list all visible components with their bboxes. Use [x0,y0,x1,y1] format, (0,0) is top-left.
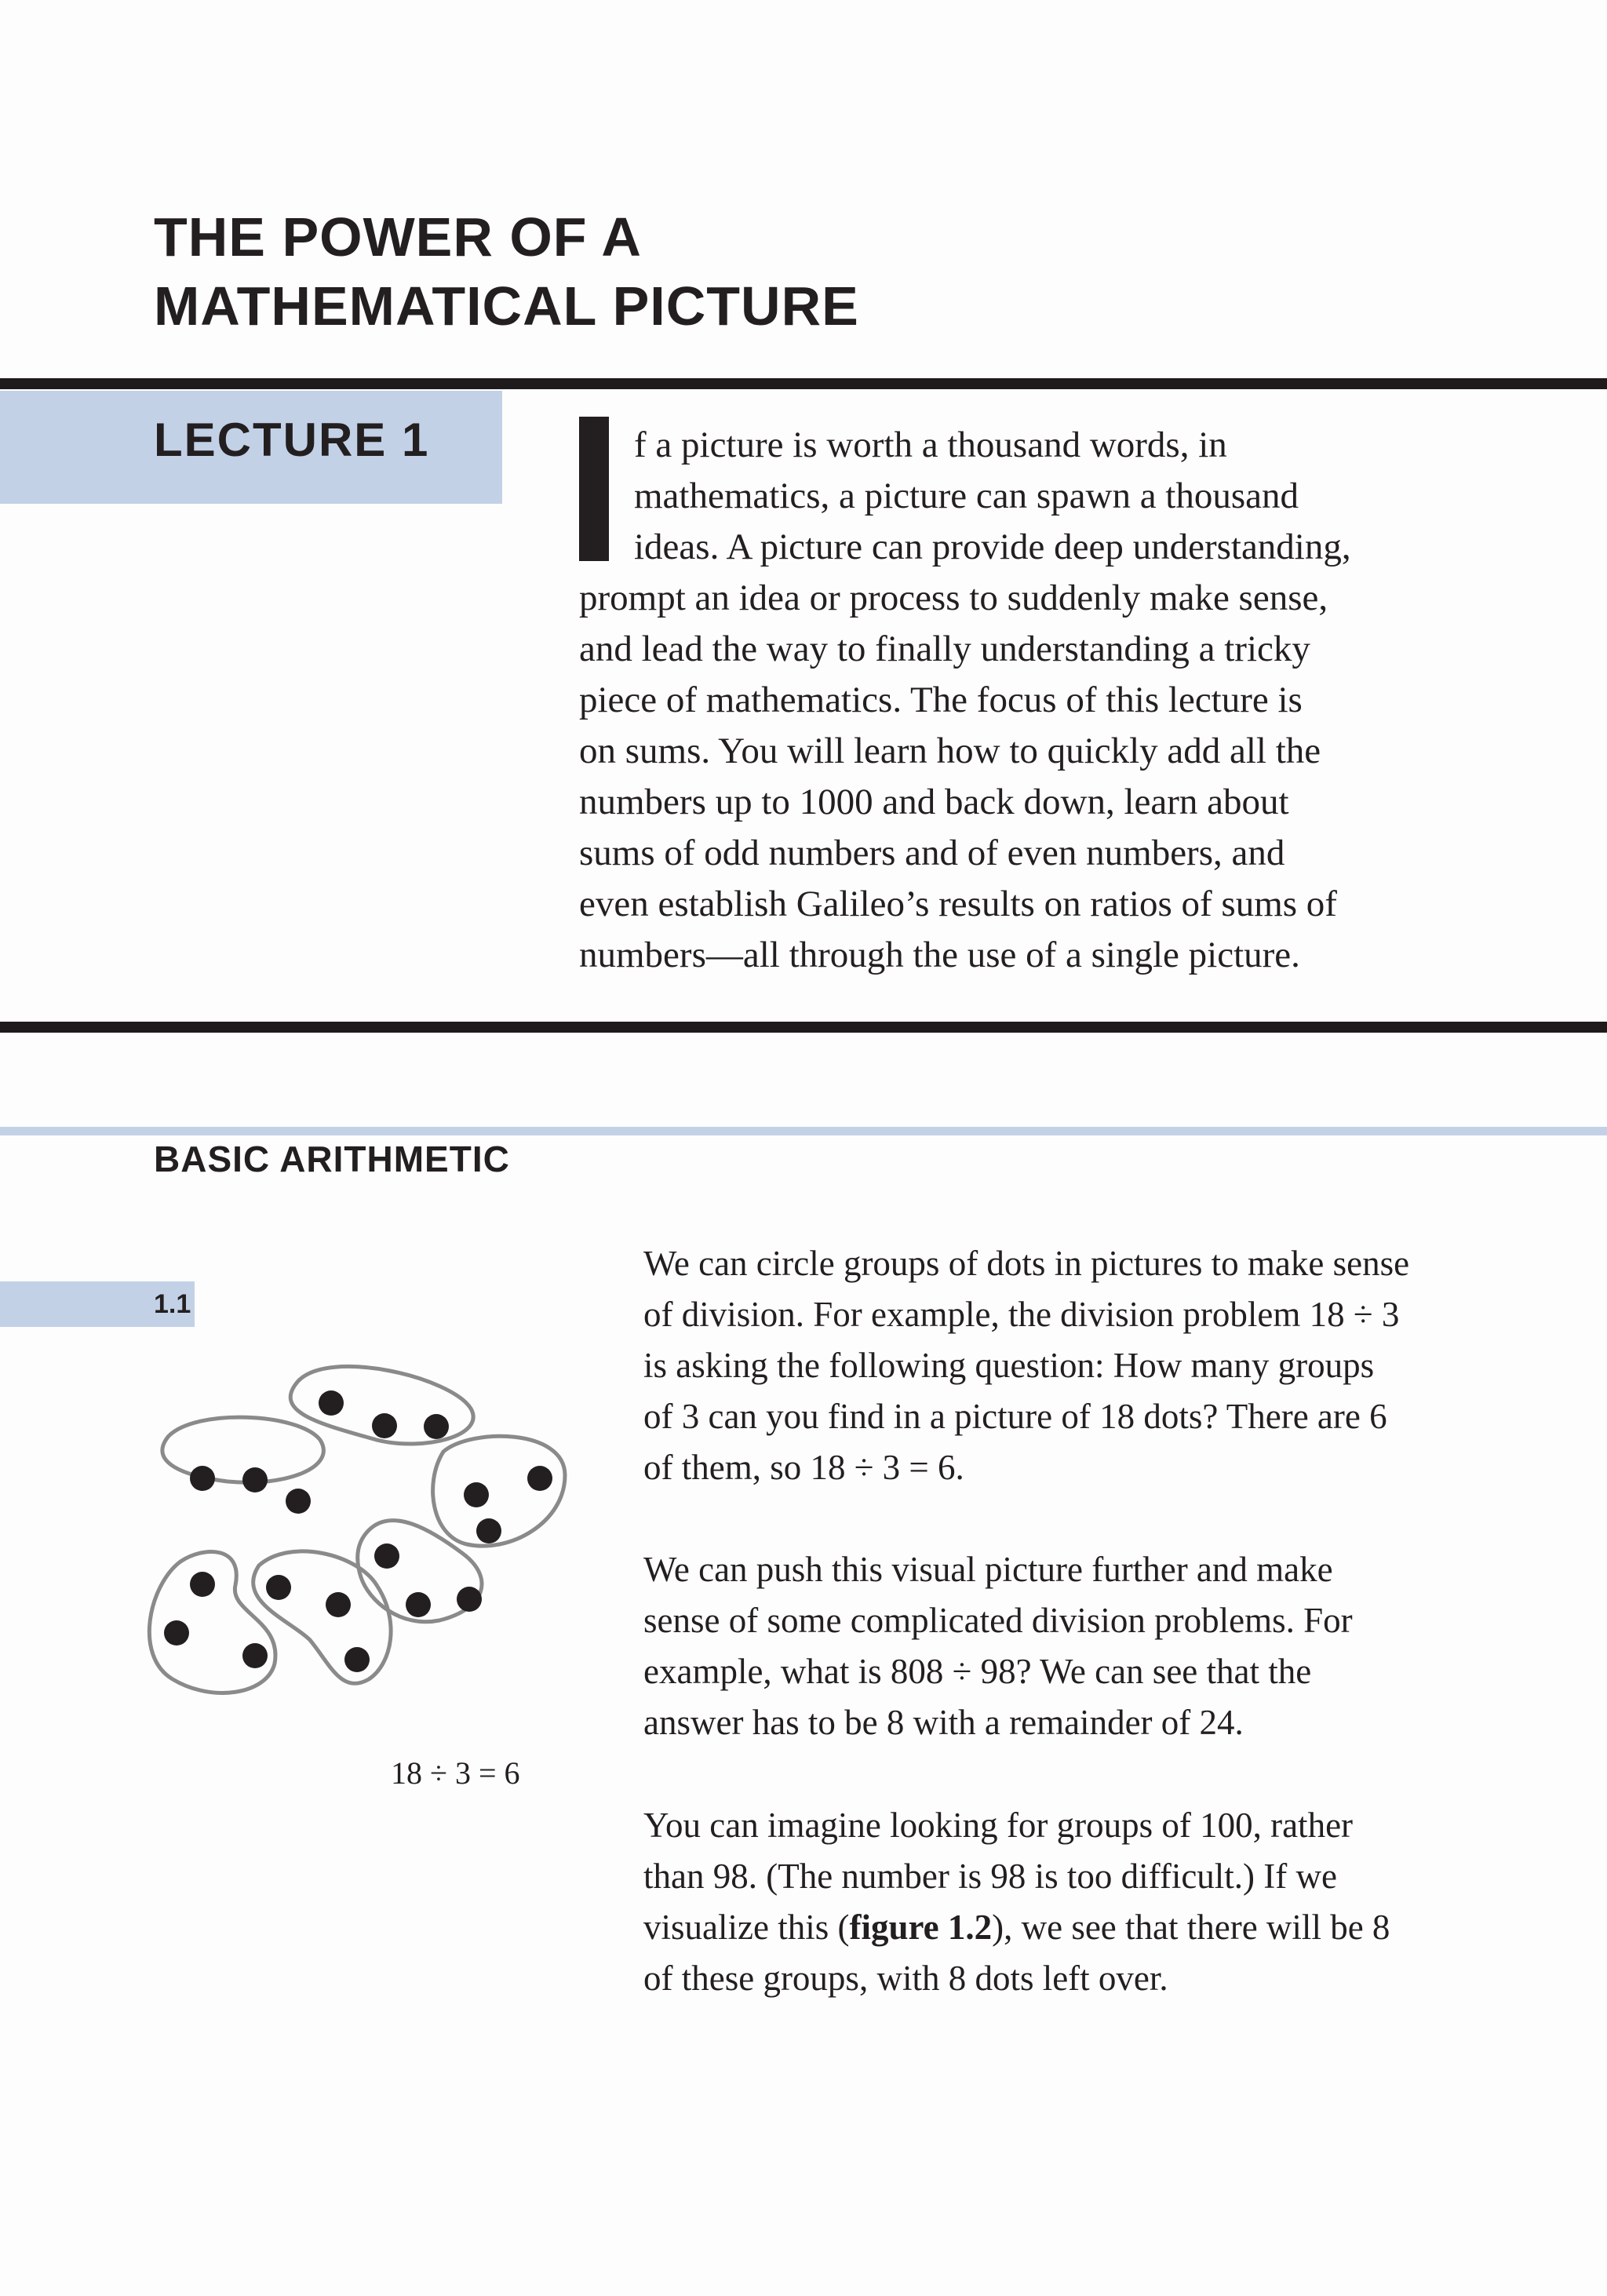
division-dots-figure [141,1350,581,1726]
dot [457,1587,482,1612]
intro-line: prompt an idea or process to suddenly make sense, [579,578,1328,618]
intro-line: numbers up to 1000 and back down, learn about [579,782,1289,822]
dot-group-outline [162,1417,323,1482]
dot [344,1647,370,1672]
figure-label-tab [0,1281,195,1327]
text-run: ), we see that there will be 8 [992,1908,1390,1947]
paragraph-line: of them, so 18 ÷ 3 = 6. [643,1448,964,1487]
paragraph-line [643,1902,1507,1953]
chapter-title [154,202,859,341]
section-divider [0,1127,1607,1135]
intro-line: numbers—all through the use of a single picture. [579,935,1300,975]
paragraph-line: of division. For example, the division problem 18 ÷ 3 [643,1295,1400,1334]
paragraph-line: of these groups, with 8 dots left over. [643,1959,1168,1998]
paragraph-line: answer has to be 8 with a remainder of 24. [643,1703,1244,1742]
intro-line: f a picture is worth a thousand words, in [634,425,1227,465]
lecture-label-box [0,391,502,504]
intro-line: even establish Galileo’s results on ratios of sums of [579,884,1337,924]
paragraph-line: example, what is 808 ÷ 98? We can see that the [643,1652,1312,1691]
dot [164,1620,189,1645]
body-paragraph [643,1238,1507,1493]
intro-bottom-divider [0,1022,1607,1033]
figure-reference: figure 1.2 [849,1908,993,1947]
dot [527,1466,552,1491]
dot [476,1518,501,1543]
body-paragraph [643,1544,1507,1748]
dot [190,1466,215,1491]
dot [319,1390,344,1416]
top-divider [0,378,1607,389]
chapter-title-line-1: THE POWER OF A [154,206,642,268]
body-paragraph [643,1800,1507,2004]
paragraph-line: than 98. (The number is 98 is too difficult.) If we [643,1857,1337,1896]
paragraph-line: of 3 can you find in a picture of 18 dots? There are 6 [643,1397,1387,1436]
intro-line: mathematics, a picture can spawn a thousand [634,476,1299,516]
intro-line: sums of odd numbers and of even numbers, and [579,833,1285,873]
paragraph-line: We can push this visual picture further and make [643,1550,1333,1589]
intro-line: and lead the way to finally understanding a tricky [579,629,1310,669]
dot [374,1543,399,1569]
paragraph-line: We can circle groups of dots in pictures to make sense [643,1244,1410,1283]
intro-line: on sums. You will learn how to quickly add all the [579,731,1321,771]
section-heading: BASIC ARITHMETIC [154,1139,510,1179]
intro-line: piece of mathematics. The focus of this lecture is [579,680,1303,720]
dot [190,1572,215,1597]
dot [372,1413,397,1438]
dot [326,1592,351,1617]
figure-caption: 18 ÷ 3 = 6 [391,1755,520,1791]
dot [464,1482,489,1507]
dot [266,1575,291,1600]
paragraph-line: You can imagine looking for groups of 100, rather [643,1806,1354,1845]
text-run: visualize this ( [643,1908,850,1947]
dot [286,1489,311,1514]
dot [242,1467,268,1492]
paragraph-line: is asking the following question: How many groups [643,1346,1375,1385]
paragraph-line: sense of some complicated division problems. For [643,1601,1353,1640]
lecture-label: LECTURE 1 [154,414,430,466]
dot [242,1643,268,1668]
intro-paragraph [579,420,1466,981]
figure-label: 1.1 [154,1289,191,1319]
dot [424,1414,449,1439]
intro-line: ideas. A picture can provide deep understanding, [634,527,1351,567]
chapter-title-line-2: MATHEMATICAL PICTURE [154,275,859,337]
dot [406,1592,431,1617]
